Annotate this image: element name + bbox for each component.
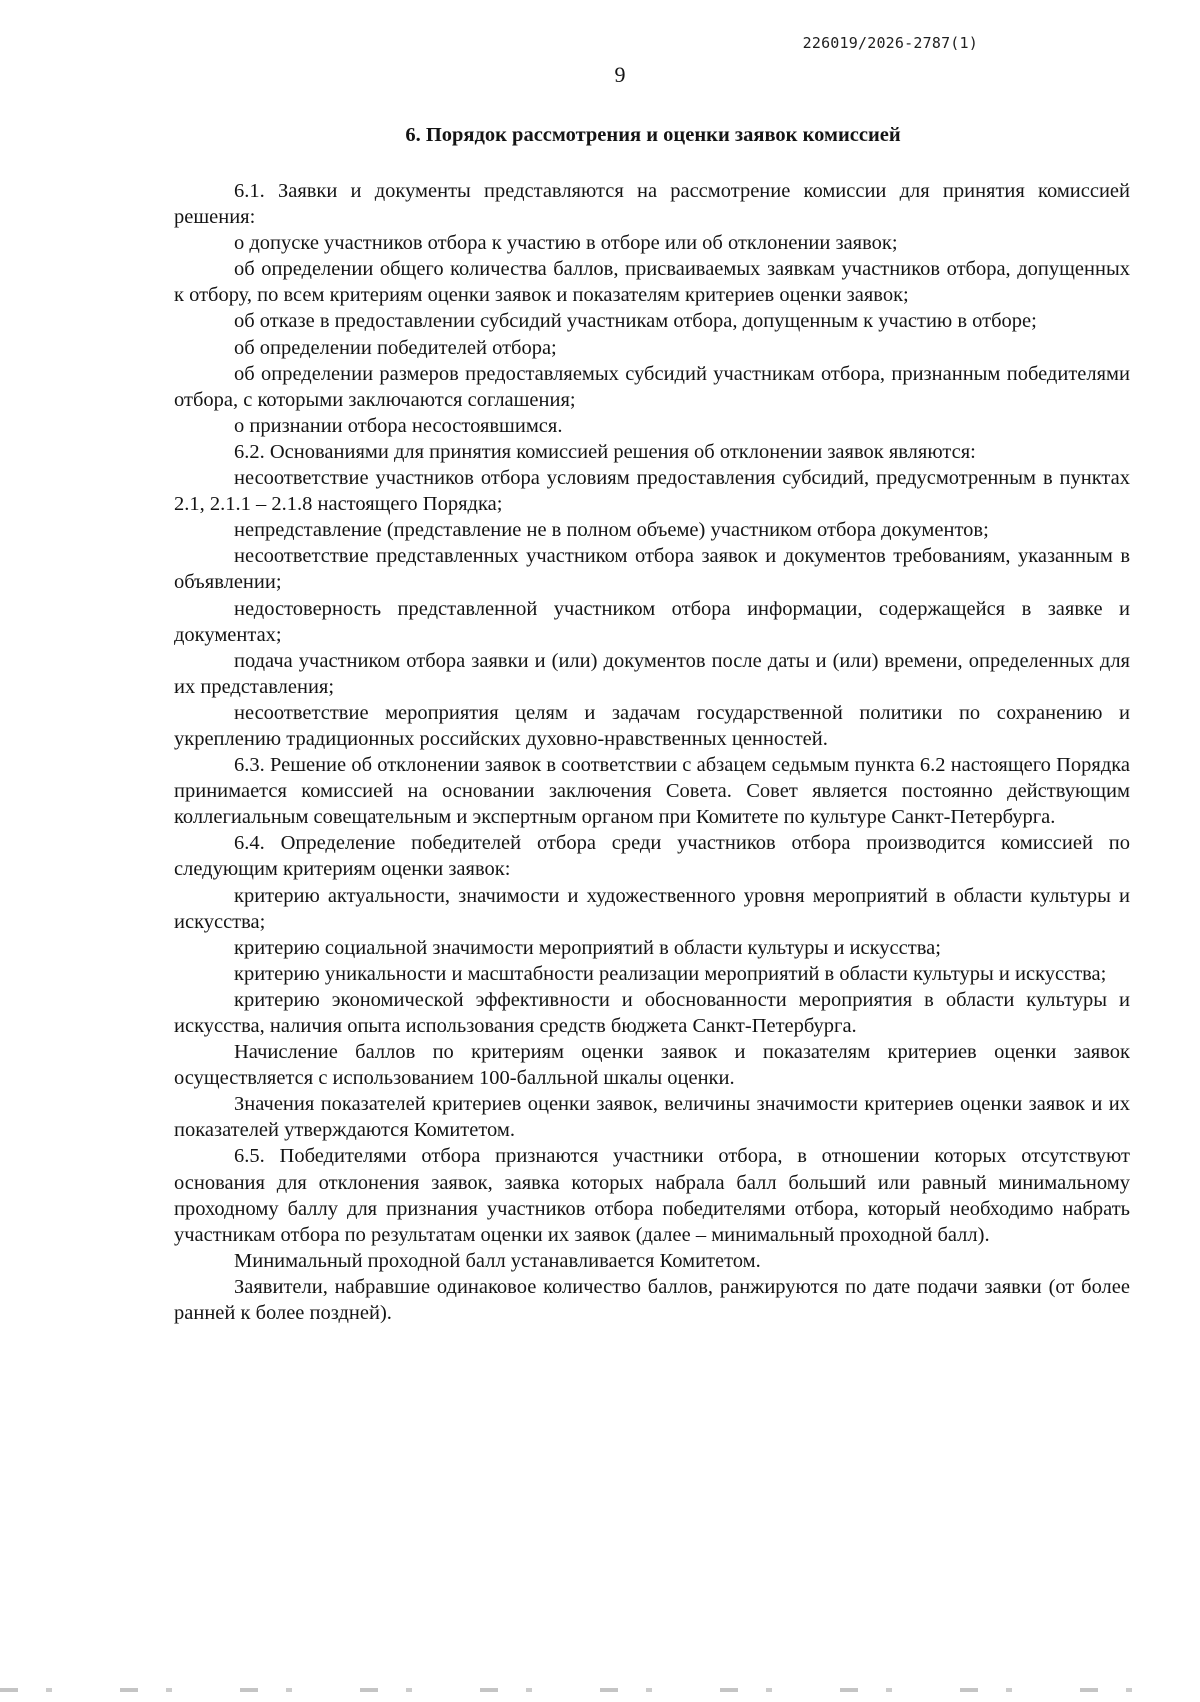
paragraph: критерию социальной значимости мероприятий в области культуры и искусства;: [234, 936, 941, 959]
paragraph: Значения показателей критериев оценки заявок, величины значимости критериев оценки заявок и их показателей утверждаются Комитетом.: [174, 1093, 1130, 1142]
paragraph: о допуске участников отбора к участию в отборе или об отклонении заявок;: [234, 232, 898, 255]
paragraph: об определении размеров предоставляемых субсидий участникам отбора, признанным победителями отбора, с которыми заключаются соглашения;: [174, 362, 1130, 411]
paragraph: об определении победителей отбора;: [234, 336, 557, 359]
paragraph: несоответствие мероприятия целям и задачам государственной политики по сохранению и укреплению традиционных российских духовно-нравственных ценностей.: [174, 701, 1130, 750]
paragraph: Минимальный проходной балл устанавливается Комитетом.: [234, 1249, 761, 1272]
paragraph: несоответствие представленных участником отбора заявок и документов требованиям, указанным в объявлении;: [174, 545, 1130, 594]
paragraph: 6.1. Заявки и документы представляются на рассмотрение комиссии для принятия комиссией решения:: [174, 180, 1130, 229]
paragraph: критерию уникальности и масштабности реализации мероприятий в области культуры и искусства;: [234, 962, 1107, 985]
page-number: 9: [614, 62, 626, 87]
paragraph: недостоверность представленной участником отбора информации, содержащейся в заявке и документах;: [174, 597, 1130, 646]
paragraph: 6.3. Решение об отклонении заявок в соответствии с абзацем седьмым пункта 6.2 настоящего Порядка принимается комиссией на основании заключения Совета. Совет является постоянно действующим коллегиальным совещательным и экспертным органом при Комитете по культуре Санкт-Петербурга.: [174, 754, 1130, 829]
paragraph: несоответствие участников отбора условиям предоставления субсидий, предусмотренным в пунктах 2.1, 2.1.1 – 2.1.8 настоящего Порядка;: [174, 467, 1130, 516]
paragraph: 6.4. Определение победителей отбора среди участников отбора производится комиссией по следующим критериям оценки заявок:: [174, 832, 1130, 881]
section-title: 6. Порядок рассмотрения и оценки заявок комиссией: [405, 124, 901, 146]
document-body: [174, 178, 1130, 1326]
paragraph: Начисление баллов по критериям оценки заявок и показателям критериев оценки заявок осуществляется с использованием 100-балльной шкалы оценки.: [174, 1041, 1130, 1090]
paragraph: об отказе в предоставлении субсидий участникам отбора, допущенным к участию в отборе;: [234, 310, 1037, 333]
paragraph: Заявители, набравшие одинаковое количество баллов, ранжируются по дате подачи заявки (от более ранней к более поздней).: [174, 1275, 1130, 1325]
paragraph: критерию актуальности, значимости и художественного уровня мероприятий в области культуры и искусства;: [174, 884, 1130, 933]
scan-edge-artifact: [0, 1688, 1200, 1692]
paragraph: 6.5. Победителями отбора признаются участники отбора, в отношении которых отсутствуют основания для отклонения заявок, заявка которых набрала балл больший или равный минимальному проходному баллу для признания участников отбора победителями отбора, который необходимо набрать участникам отбора по результатам оценки их заявок (далее – минимальный проходной балл).: [174, 1145, 1130, 1246]
paragraph: о признании отбора несостоявшимся.: [234, 414, 563, 437]
paragraph: непредставление (представление не в полном объеме) участником отбора документов;: [234, 519, 989, 542]
paragraph: об определении общего количества баллов, присваиваемых заявкам участников отбора, допущенных к отбору, по всем критериям оценки заявок и показателям критериев оценки заявок;: [174, 258, 1130, 307]
document-registration-number: 226019/2026-2787(1): [802, 34, 978, 52]
paragraph: 6.2. Основаниями для принятия комиссией решения об отклонении заявок являются:: [234, 440, 976, 463]
paragraph: подача участником отбора заявки и (или) документов после даты и (или) времени, определенных для их представления;: [174, 649, 1130, 698]
paragraph: критерию экономической эффективности и обоснованности мероприятия в области культуры и искусства, наличия опыта использования средств бюджета Санкт-Петербурга.: [174, 988, 1130, 1037]
